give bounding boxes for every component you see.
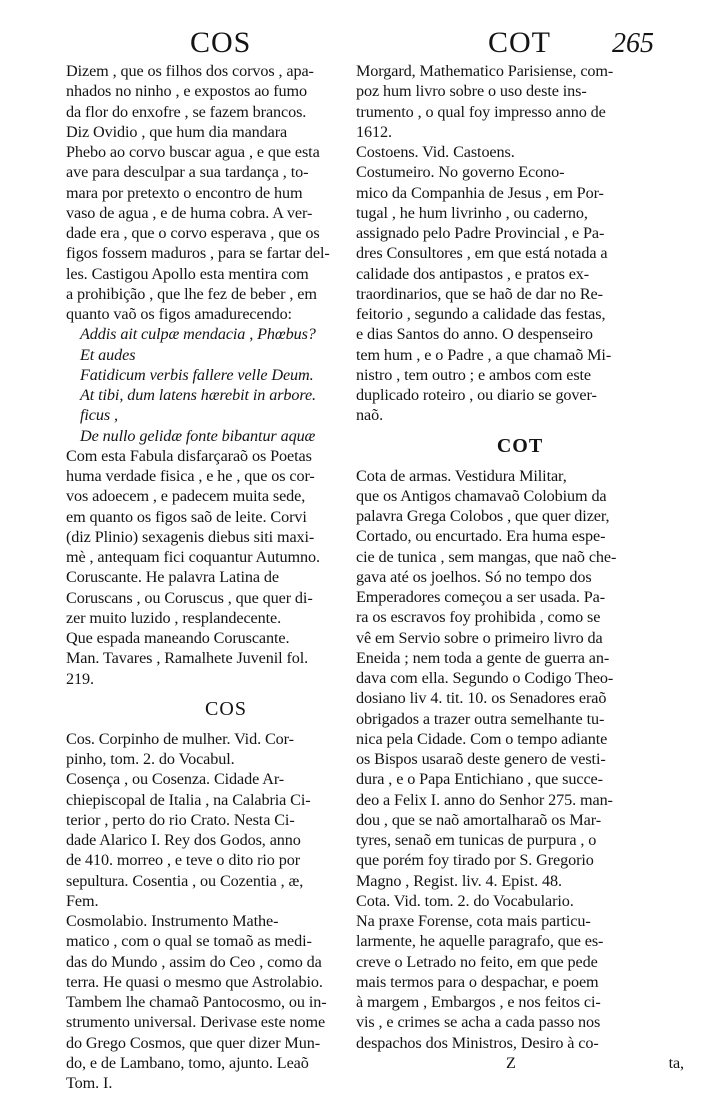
text-line: Cosmolabio. Instrumento Mathe-	[66, 912, 279, 930]
text-line: Costumeiro. No governo Econo-	[356, 163, 565, 182]
text-line: trumento , o qual foy impresso anno de	[356, 102, 606, 121]
volume-mark: Tom. I.	[66, 1074, 113, 1092]
text-line: quanto vaõ os figos amadurecendo:	[66, 305, 292, 323]
left-column	[66, 61, 386, 1093]
text-line: vos adoecem , e padecem muita sede,	[66, 487, 306, 506]
text-line: poz hum livro sobre o uso deste ins-	[356, 82, 587, 101]
text-line: figos fossem maduros , para se fartar del-	[66, 244, 330, 263]
text-line: Fatidicum verbis fallere velle Deum.	[80, 365, 314, 384]
text-line: Cosença , ou Cosenza. Cidade Ar-	[66, 770, 285, 789]
text-line: Diz Ovidio , que hum dia mandara	[66, 122, 288, 141]
text-line: e dias Santos do anno. O despenseiro	[356, 325, 593, 344]
text-line: a prohibição , que lhe fez de beber , em	[66, 284, 317, 303]
text-line: gava até os joelhos. Só no tempo dos	[356, 567, 592, 586]
text-line: (diz Plinio) sexagenis diebus siti maxi-	[66, 527, 315, 546]
right-text-block-2	[356, 466, 684, 1053]
text-line: At tibi, dum latens hærebit in arbore.	[80, 386, 317, 404]
text-line: que porém foy tirado por S. Gregorio	[356, 851, 594, 870]
text-line: da flor do enxofre , se fazem brancos.	[66, 102, 307, 121]
text-line: Que espada maneando Coruscante.	[66, 629, 290, 647]
text-line: terra. He quasi o mesmo que Astrolabio.	[66, 972, 323, 991]
text-line: dava com ella. Segundo o Codigo Theo-	[356, 669, 614, 687]
text-line: mara por pretexto o encontro de hum	[66, 183, 303, 202]
text-line: Coruscante. He palavra Latina de	[66, 568, 279, 587]
text-line: Cota de armas. Vestidura Militar,	[356, 466, 567, 485]
right-column	[356, 61, 684, 1073]
text-line: terior , perto do rio Crato. Nesta Ci-	[66, 810, 295, 829]
text-line: tem hum , e o Padre , a que chamaõ Mi-	[356, 345, 612, 364]
text-line: Phebo ao corvo buscar agua , e que esta	[66, 143, 320, 161]
text-line: tyres, senaõ em tunicas de purpura , o	[356, 831, 597, 849]
text-line: naõ.	[356, 406, 384, 425]
text-line: Cos. Corpinho de mulher. Vid. Cor-	[66, 729, 294, 748]
text-line: Magno , Regist. liv. 4. Epist. 48.	[356, 871, 562, 890]
text-line: larmente, he aquelle paragrafo, que es-	[356, 932, 604, 951]
text-line: mè , antequam fici coquantur Autumno.	[66, 548, 320, 566]
section-heading-cot: COT	[496, 434, 544, 457]
left-footer	[66, 1073, 386, 1093]
signature-mark: Z	[506, 1053, 516, 1072]
text-line: do Grego Cosmos, que quer dizer Mun-	[66, 1033, 321, 1052]
text-line: vis , e crimes se acha a cada passo nos	[356, 1013, 601, 1032]
running-head-right: COT	[488, 26, 551, 59]
text-line: Costoens. Vid. Castoens.	[356, 143, 515, 161]
text-line: Addis ait culpæ mendacia , Phœbus?	[80, 325, 316, 344]
text-line: Man. Tavares , Ramalhete Juvenil fol.	[66, 649, 309, 668]
text-line: Emperadores começou a ser usada. Pa-	[356, 588, 605, 606]
text-line: Com esta Fabula disfarçaraõ os Poetas	[66, 446, 312, 465]
text-line: calidade dos antipastos , e pratos ex-	[356, 264, 590, 283]
text-line: vê em Servio sobre o primeiro livro da	[356, 628, 603, 647]
text-line: os Bispos usaraõ deste genero de vesti-	[356, 750, 606, 768]
page-number: 265	[612, 28, 654, 59]
right-text-block	[356, 61, 684, 426]
text-line: traordinarios, que se haõ de dar no Re-	[356, 284, 603, 303]
text-line: despachos dos Ministros, Desiro à co-	[356, 1033, 599, 1052]
text-line: que os Antigos chamavaõ Colobium da	[356, 486, 607, 505]
text-line: Fem.	[66, 891, 99, 910]
text-line: dres Consultores , em que está notada a	[356, 244, 608, 263]
text-line: Cortado, ou encurtado. Era huma espe-	[356, 527, 606, 546]
text-line: Et audes	[80, 345, 136, 364]
text-line: obrigados a trazer outra semelhante tu-	[356, 709, 605, 728]
text-line: em quanto os figos saõ de leite. Corvi	[66, 507, 307, 526]
text-line: tugal , he hum livrinho , ou caderno,	[356, 203, 588, 222]
text-line: dura , e o Papa Entichiano , que succe-	[356, 770, 603, 789]
text-line: deo a Felix I. anno do Senhor 275. man-	[356, 790, 613, 809]
left-verse-block	[66, 324, 386, 446]
running-head-left: COS	[190, 26, 252, 59]
text-line: Tambem lhe chamaõ Pantocosmo, ou in-	[66, 993, 327, 1011]
section-heading-cos: COS	[205, 697, 247, 720]
text-line: dade Alarico I. Rey dos Godos, anno	[66, 831, 301, 849]
text-line: Na praxe Forense, cota mais particu-	[356, 912, 591, 930]
text-line: De nullo gelidæ fonte bibantur aquæ	[80, 426, 316, 445]
text-line: dade era , que o corvo esperava , que os	[66, 224, 320, 242]
text-line: 219.	[66, 669, 94, 688]
text-line: dosiano liv 4. tit. 10. os Senadores eraõ	[356, 689, 607, 708]
text-line: nica pela Cidade. Com o tempo adiante	[356, 729, 608, 748]
text-line: Morgard, Mathematico Parisiense, com-	[356, 62, 614, 80]
text-line: pinho, tom. 2. do Vocabul.	[66, 750, 235, 768]
text-line: nistro , tem outro ; e ambos com este	[356, 365, 592, 384]
text-line: zer muito luzido , resplandecente.	[66, 608, 282, 627]
text-line: ficus ,	[80, 406, 118, 425]
text-line: les. Castigou Apollo esta mentira com	[66, 264, 309, 283]
text-line: duplicado roteiro , ou diario se gover-	[356, 386, 597, 404]
text-line: creve o Letrado no feito, em que pede	[356, 952, 598, 971]
text-line: 1612.	[356, 122, 392, 141]
text-line: Dizem , que os filhos dos corvos , apa-	[66, 62, 314, 80]
left-text-block-2	[66, 446, 386, 689]
text-line: Coruscans , ou Coruscus , que quer di-	[66, 588, 313, 607]
text-line: à margem , Embargos , e nos feitos ci-	[356, 993, 601, 1011]
text-line: vaso de agua , e de huma cobra. A ver-	[66, 203, 313, 222]
text-line: assignado pelo Padre Provincial , e Pa-	[356, 224, 605, 242]
text-line: de 410. morreo , e teve o dito rio por	[66, 851, 301, 870]
text-line: Cota. Vid. tom. 2. do Vocabulario.	[356, 891, 574, 910]
text-line: strumento universal. Derivase este nome	[66, 1013, 326, 1032]
text-line: feitorio , segundo a calidade das festas,	[356, 305, 606, 323]
text-line: chiepiscopal de Italia , na Calabria Ci-	[66, 790, 311, 809]
text-line: palavra Grega Colobos , que quer dizer,	[356, 507, 610, 525]
text-line: mico da Companhia de Jesus , em Por-	[356, 183, 604, 202]
text-line: matico , com o qual se tomaõ as medi-	[66, 932, 312, 951]
text-line: do, e de Lambano, tomo, ajunto. Leaõ	[66, 1053, 309, 1072]
right-footer	[356, 1053, 684, 1073]
text-line: mais termos para o despachar, e poem	[356, 972, 599, 991]
catchword: ta,	[668, 1053, 684, 1072]
text-line: Eneida ; nem toda a gente de guerra an-	[356, 648, 610, 667]
text-line: huma verdade fisica , e he , que os cor-	[66, 467, 315, 485]
text-line: sepultura. Cosentia , ou Cozentia , æ,	[66, 871, 304, 890]
left-text-block	[66, 61, 386, 324]
text-line: ave para desculpar a sua tardança , to-	[66, 163, 309, 182]
left-text-block-3	[66, 729, 386, 1073]
text-line: nhados no ninho , e expostos ao fumo	[66, 82, 307, 101]
text-line: ra os escravos foy prohibida , como se	[356, 608, 601, 627]
text-line: dou , que se naõ amortalharaõ os Mar-	[356, 810, 602, 829]
text-line: cie de tunica , sem mangas, que naõ che-	[356, 547, 617, 566]
text-line: das do Mundo , assim do Ceo , como da	[66, 952, 322, 971]
